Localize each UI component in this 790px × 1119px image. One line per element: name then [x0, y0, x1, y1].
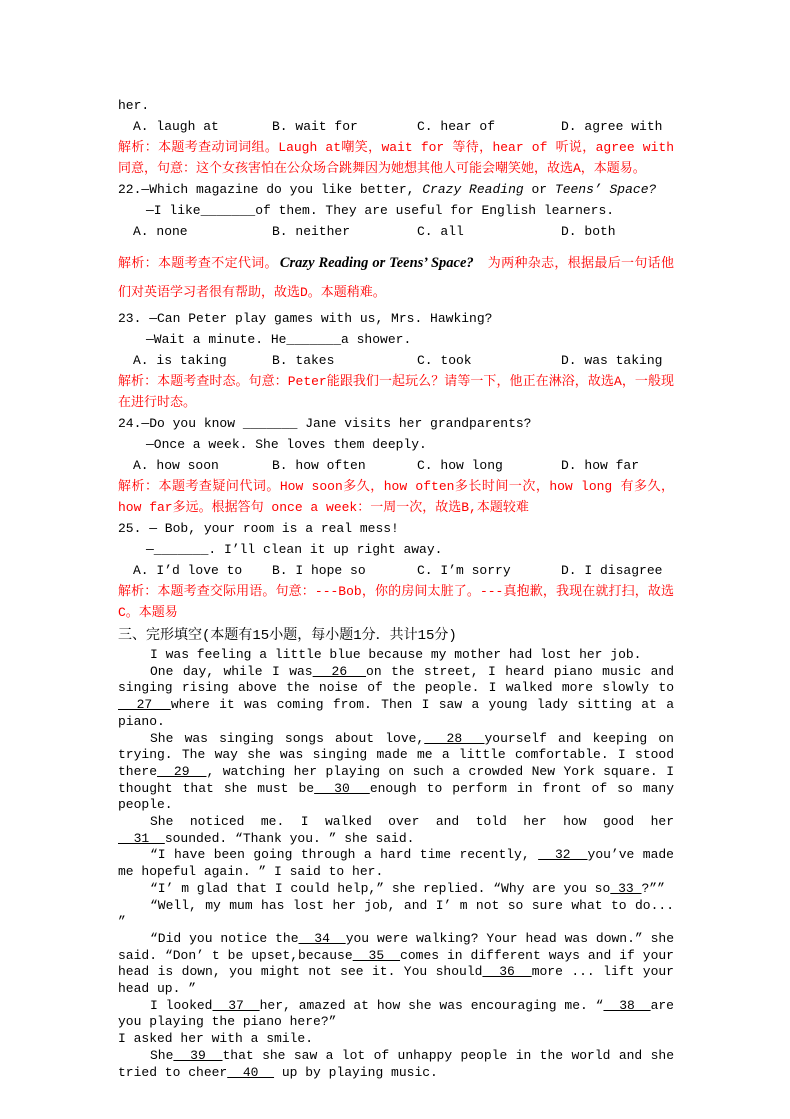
cloze-text: are you playing the piano here?” [118, 997, 674, 1030]
q23-reply: —Wait a minute. He_______a shower. [146, 332, 412, 347]
q21-option-c: C. hear of [417, 119, 496, 134]
q23-analysis: 解析：本题考查时态。句意：Peter能跟我们一起玩么？请等一下，他正在淋浴，故选A，一般现在进行时态。 [118, 374, 674, 410]
q21-option-a: A. laugh at [133, 119, 219, 134]
cloze-text: up by playing music. [274, 1064, 438, 1080]
q22-magazine-2: Teens’ Space? [554, 182, 657, 197]
cloze-paragraph-5 [118, 847, 674, 880]
q22-magazine-1: Crazy Reading [422, 182, 524, 197]
cloze-text: ?”” [641, 880, 665, 896]
q24-stem: 24.—Do you know _______ Jane visits her grandparents? [118, 416, 532, 431]
blank-29: 29 [157, 763, 207, 779]
cloze-paragraph-7: “Well, my mum has lost her job, and I’ m not so sure what to do... ” [118, 897, 674, 930]
cloze-text: yourself and keeping on trying. The way she was singing made me a little comfortable. I stood there [118, 730, 674, 779]
q22-options-row [118, 221, 674, 242]
q22-analysis-suffix: 为两种杂志，根据最后一句话他们对英语学习者很有帮助，故选D。本题稍难。 [118, 256, 674, 300]
blank-37: 37 [212, 997, 260, 1013]
q25-option-a: A. I’d love to [133, 563, 243, 578]
q24-analysis: 解析：本题考查疑问代词。How soon多久，how often多长时间一次，how long 有多久，how far多远。根据答句 once a week：一周一次，故选B,本题较难 [118, 479, 674, 515]
cloze-text: She was singing songs about love, [150, 730, 425, 746]
blank-26: 26 [312, 663, 367, 679]
cloze-paragraph-10: I asked her with a smile. [118, 1031, 314, 1047]
q21-option-d: D. agree with [561, 119, 663, 134]
cloze-text: sounded. “Thank you. ” she said. [164, 830, 415, 846]
blank-36: 36 [482, 964, 532, 980]
q22-analysis-prefix: 解析：本题考查不定代词。 [118, 256, 278, 271]
cloze-text: that she saw a lot of unhappy people in the world and she tried to cheer [118, 1047, 674, 1080]
cloze-text: her, amazed at how she was encouraging me. “ [259, 997, 604, 1013]
cloze-text: , watching her playing on such a crowded New York square. I thought that she must be [118, 763, 674, 796]
q23-options-row [118, 350, 674, 371]
q24-option-a: A. how soon [133, 458, 219, 473]
blank-34: 34 [298, 930, 346, 946]
cloze-paragraph-11 [118, 1048, 674, 1081]
cloze-passage [118, 647, 674, 1081]
q25-analysis: 解析：本题考查交际用语。句意：---Bob，你的房间太脏了。---真抱歉，我现在就打扫，故选C。本题易 [118, 584, 674, 620]
q22-option-b: B. neither [272, 224, 351, 239]
q25-option-c: C. I’m sorry [417, 563, 511, 578]
blank-28: 28 [424, 730, 485, 746]
blank-30: 30 [314, 780, 370, 796]
q24-options-row [118, 455, 674, 476]
q23-stem: 23. —Can Peter play games with us, Mrs. Hawking? [118, 311, 493, 326]
blank-39: 39 [173, 1047, 223, 1063]
cloze-text: more ... lift your head up. ” [118, 964, 674, 997]
blank-40: 40 [227, 1064, 275, 1080]
cloze-paragraph-4 [118, 814, 674, 847]
q23-option-d: D. was taking [561, 353, 663, 368]
q22-option-a: A. none [133, 224, 188, 239]
q23-option-c: C. took [417, 353, 472, 368]
cloze-text: enough to perform in front of so many people. [118, 780, 674, 813]
section3-heading: 三、完形填空(本题有15小题，每小题1分．共计15分) [118, 628, 457, 644]
cloze-text: you’ve made me hopeful again. ” I said to her. [118, 847, 674, 880]
q25-options-row [118, 560, 674, 581]
cloze-text: I looked [150, 997, 213, 1013]
q25-option-d: D. I disagree [561, 563, 663, 578]
q25-reply: —_______. I’ll clean it up right away. [146, 542, 443, 557]
q24-option-c: C. how long [417, 458, 503, 473]
q22-option-c: C. all [417, 224, 464, 239]
cloze-paragraph-9 [118, 998, 674, 1031]
q23-option-b: B. takes [272, 353, 335, 368]
cloze-paragraph-1: I was feeling a little blue because my mother had lost her job. [150, 647, 642, 662]
q22-option-d: D. both [561, 224, 616, 239]
cloze-text: “I have been going through a hard time recently, [150, 847, 539, 863]
q22-stem-text: 22.—Which magazine do you like better, [118, 182, 423, 197]
blank-35: 35 [352, 947, 401, 963]
q25-stem: 25. — Bob, your room is a real mess! [118, 521, 399, 536]
q23-option-a: A. is taking [133, 353, 227, 368]
cloze-paragraph-2 [118, 664, 674, 731]
cloze-text: on the street, I heard piano music and singing rising above the noise of the people. I walked more slowly to [118, 663, 675, 696]
q22-reply: —I like_______of them. They are useful for English learners. [146, 203, 615, 218]
q24-option-d: D. how far [561, 458, 640, 473]
q21-option-b: B. wait for [272, 119, 358, 134]
cloze-paragraph-8 [118, 931, 674, 998]
q22-conjunction: or [523, 182, 555, 197]
blank-32: 32 [538, 847, 588, 863]
q21-options-row [118, 116, 674, 137]
cloze-text: One day, while I was [150, 663, 313, 679]
blank-31: 31 [118, 830, 165, 846]
q24-option-b: B. how often [272, 458, 366, 473]
cloze-text: “Did you notice the [150, 930, 299, 946]
cloze-paragraph-3 [118, 731, 674, 815]
blank-33: 33 [610, 880, 642, 896]
q21-analysis: 解析：本题考查动词词组。Laugh at嘲笑，wait for 等待，hear of 听说，agree with 同意，句意：这个女孩害怕在公众场合跳舞因为她想其他人可能会嘲笑她，故选A，本题易。 [118, 140, 674, 176]
q22-analysis-inline-image-text: Crazy Reading or Teens’ Space? [279, 255, 474, 271]
q22-analysis [118, 249, 674, 307]
q21-stem-tail: her. [118, 98, 150, 113]
cloze-text: She [150, 1047, 174, 1063]
cloze-paragraph-6 [118, 881, 674, 898]
q24-reply: —Once a week. She loves them deeply. [146, 437, 427, 452]
cloze-text: comes in different ways and if your head is down, you might not see it. You should [118, 947, 674, 980]
cloze-text: “I’ m glad that I could help,” she replied. “Why are you so [150, 880, 611, 896]
blank-38: 38 [603, 997, 651, 1013]
cloze-text: you were walking? Your head was down.” she said. “Don’ t be upset,because [118, 930, 675, 963]
cloze-text: where it was coming from. Then I saw a young lady sitting at a piano. [118, 697, 674, 729]
blank-27: 27 [118, 697, 171, 713]
q22-stem [118, 179, 674, 200]
q25-option-b: B. I hope so [272, 563, 366, 578]
cloze-text: She noticed me. I walked over and told her how good her [150, 814, 674, 830]
